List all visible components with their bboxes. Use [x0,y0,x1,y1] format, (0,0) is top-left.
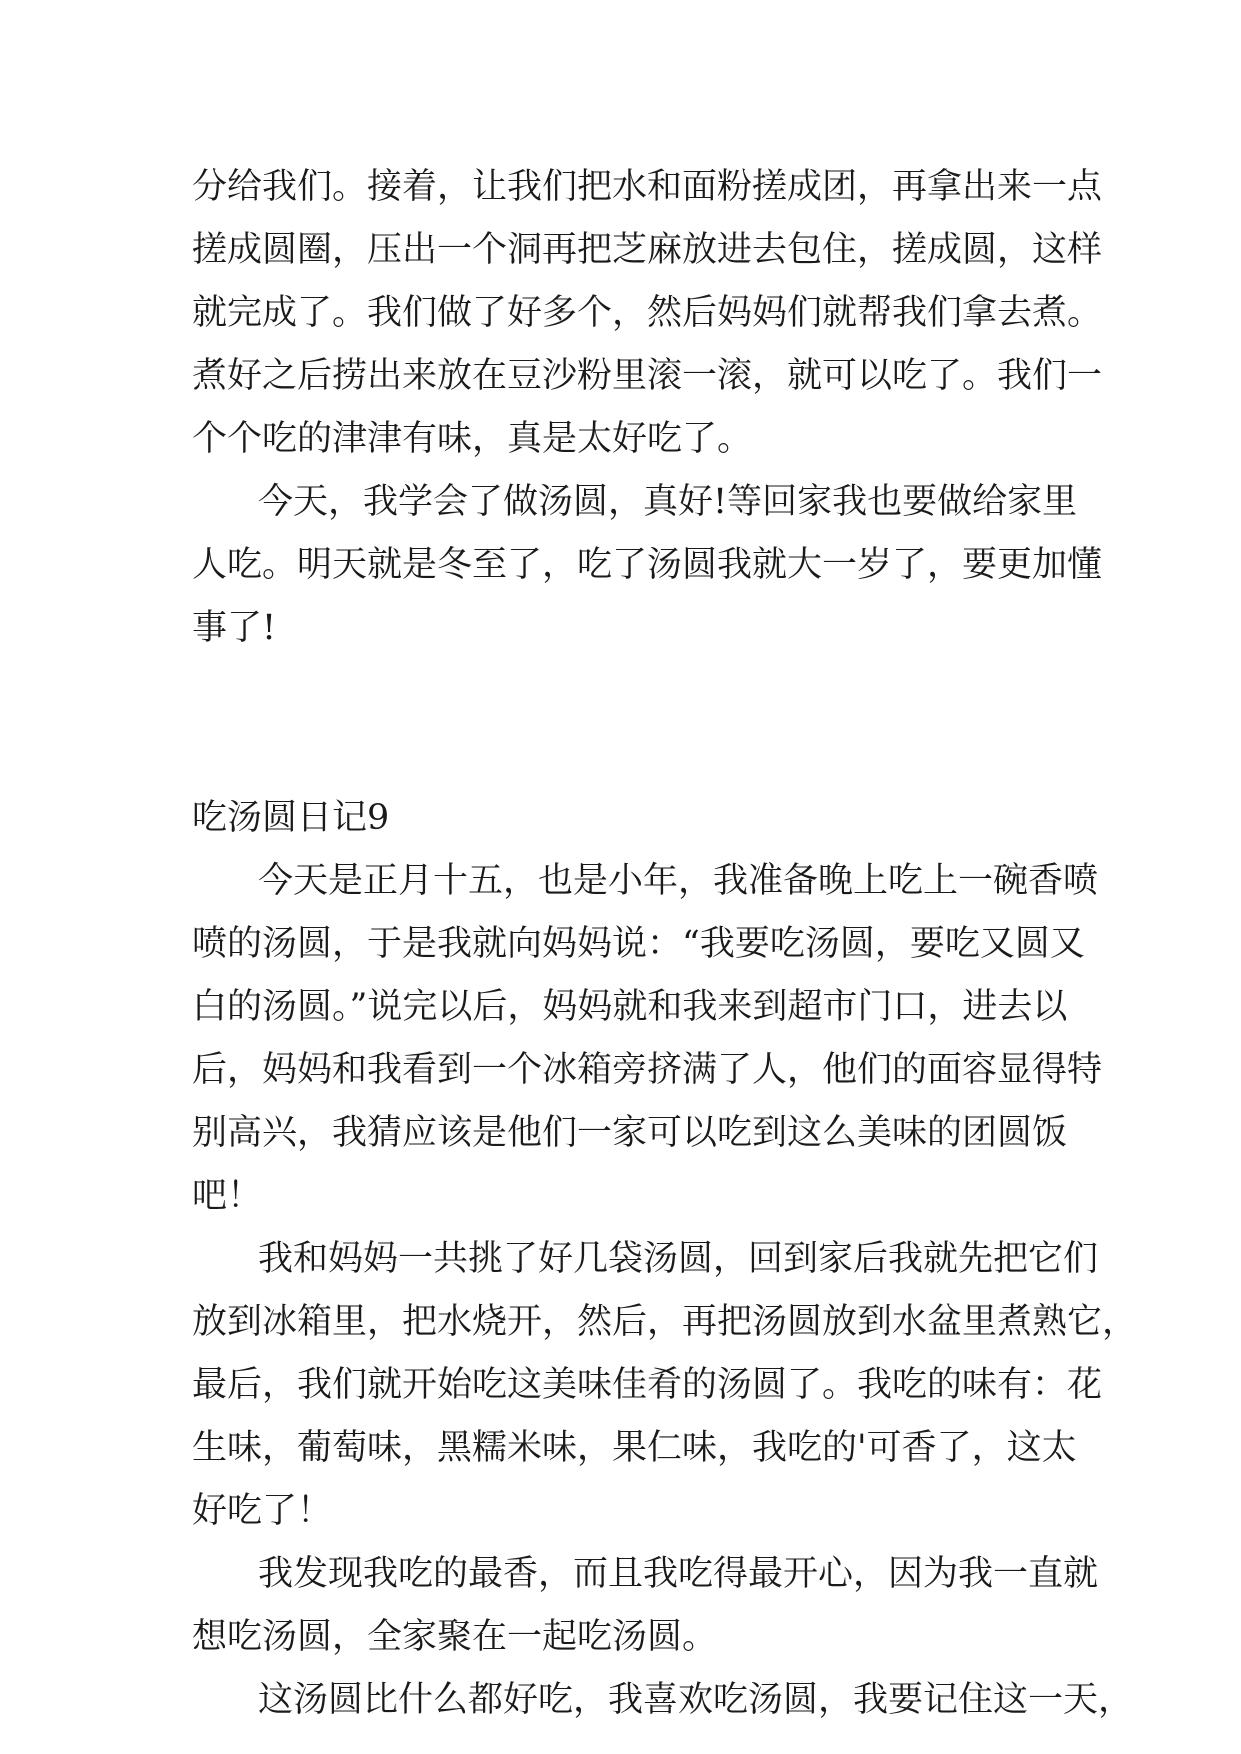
text-line: 就完成了。我们做了好多个，然后妈妈们就帮我们拿去煮。 [192,293,1103,333]
section-gap [192,660,1052,787]
text-line: 个个吃的津津有味，真是太好吃了。 [192,419,753,459]
text-line: 别高兴，我猜应该是他们一家可以吃到这么美味的团圆饭 [192,1113,1068,1153]
text-line: 我和妈妈一共挑了好几袋汤圆，回到家后我就先把它们 [258,1239,1099,1279]
text-line: 分给我们。接着，让我们把水和面粉搓成团，再拿出来一点 [192,167,1103,207]
text-line: 放到冰箱里，把水烧开，然后，再把汤圆放到水盆里煮熟它， [192,1302,1138,1342]
text-line: 今天，我学会了做汤圆，真好!等回家我也要做给家里 [258,482,1078,522]
text-line: 人吃。明天就是冬至了，吃了汤圆我就大一岁了，要更加懂 [192,545,1103,585]
paragraph-1 [192,156,1103,471]
text-line: 吧！ [192,1176,263,1216]
text-line: 煮好之后捞出来放在豆沙粉里滚一滚，就可以吃了。我们一 [192,356,1103,396]
paragraph-4 [192,1228,1138,1543]
text-line: 好吃了！ [192,1491,333,1531]
document-body [192,156,1138,1732]
text-line: 今天是正月十五，也是小年，我准备晚上吃上一碗香喷 [258,861,1099,901]
paragraph-5 [192,1543,1099,1669]
text-line: 白的汤圆。”说完以后，妈妈就和我来到超市门口，进去以 [192,987,1068,1027]
text-line: 事了! [192,608,277,648]
text-line: 这汤圆比什么都好吃，我喜欢吃汤圆，我要记住这一天， [258,1680,1134,1720]
text-line: 后，妈妈和我看到一个冰箱旁挤满了人，他们的面容显得特 [192,1050,1103,1090]
paragraph-2 [192,471,1103,660]
section-title: 吃汤圆日记9 [192,798,390,838]
paragraph-6 [192,1669,1134,1732]
text-line: 生味，葡萄味，黑糯米味，果仁味，我吃的'可香了，这太 [192,1428,1077,1468]
text-line: 想吃汤圆，全家聚在一起吃汤圆。 [192,1617,718,1657]
text-line: 搓成圆圈，压出一个洞再把芝麻放进去包住，搓成圆，这样 [192,230,1103,270]
paragraph-3 [192,850,1103,1228]
text-line: 我发现我吃的最香，而且我吃得最开心，因为我一直就 [258,1554,1099,1594]
text-line: 喷的汤圆，于是我就向妈妈说：“我要吃汤圆，要吃又圆又 [192,924,1085,964]
text-line: 最后，我们就开始吃这美味佳肴的汤圆了。我吃的味有：花 [192,1365,1103,1405]
